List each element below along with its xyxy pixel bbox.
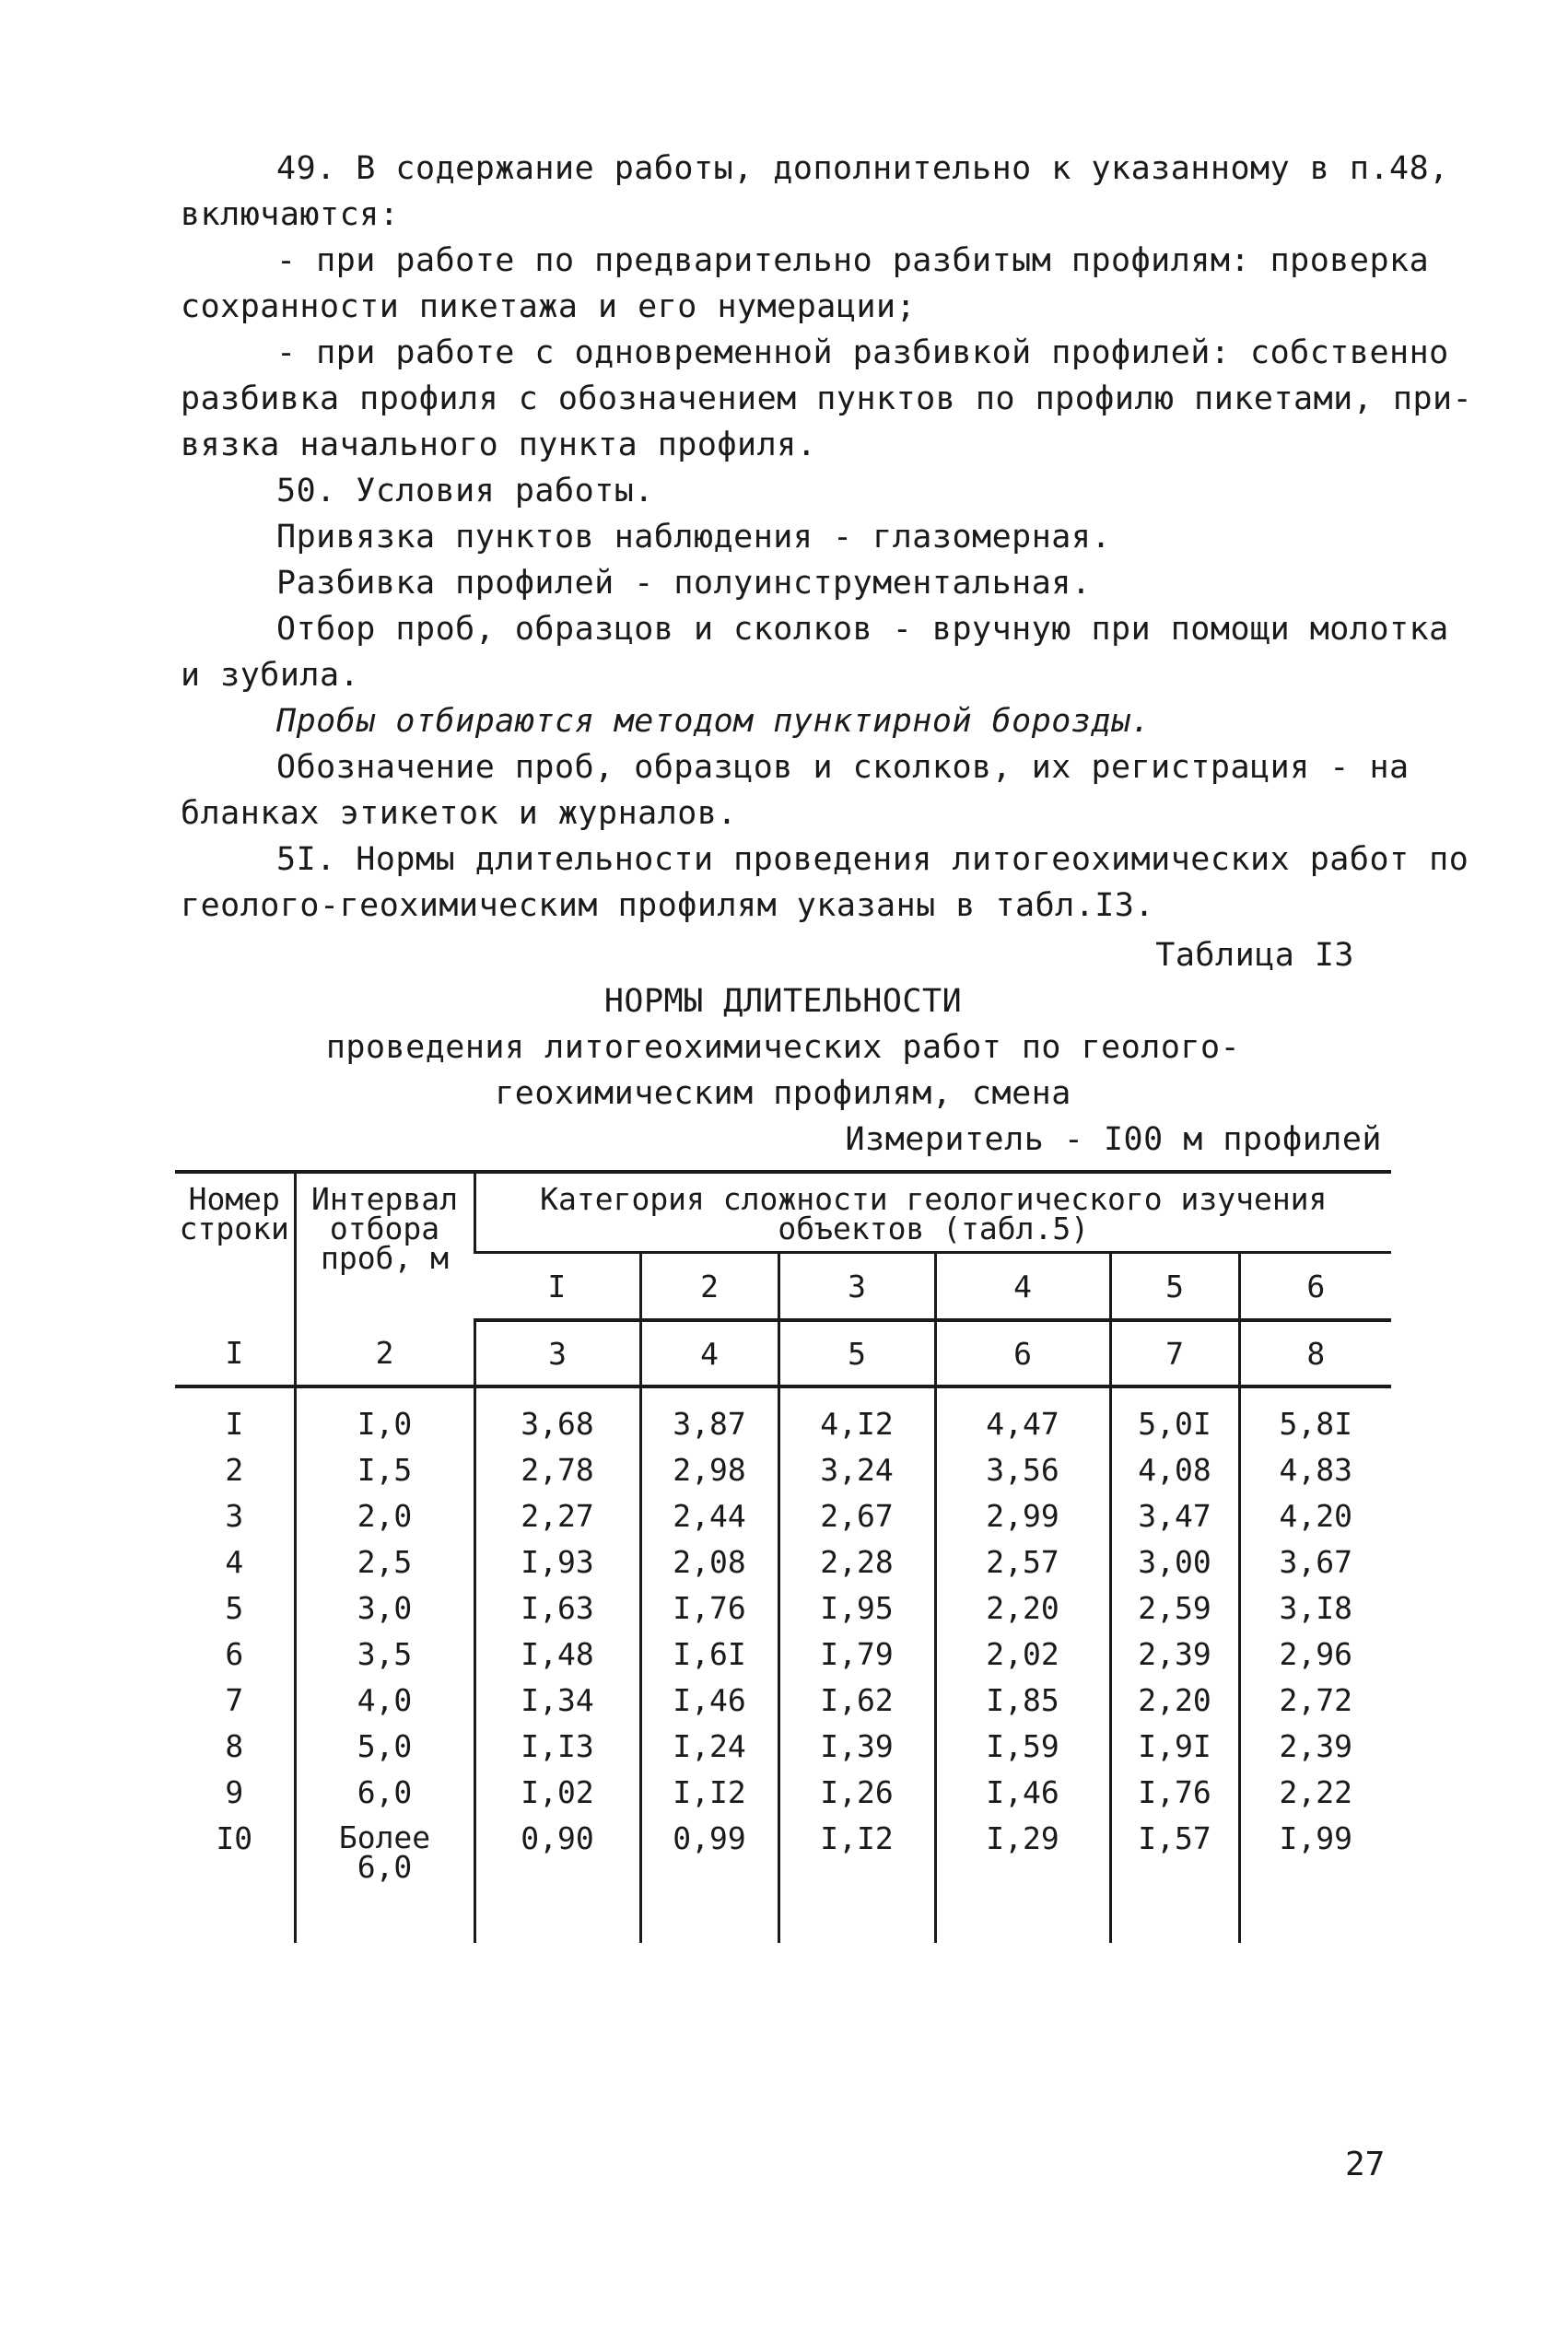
paragraph-50-line-6: бланках этикеток и журналов. <box>181 795 738 832</box>
row-value: 2,39 <box>1110 1632 1239 1678</box>
row-number: 9 <box>225 1774 244 1810</box>
row-value: 2,96 <box>1239 1632 1391 1678</box>
table-row <box>175 1724 1391 1770</box>
row-value: 5,8I <box>1239 1386 1391 1447</box>
row-value: I,I3 <box>474 1724 640 1770</box>
row-interval: 2,5 <box>295 1539 474 1585</box>
table-subtitle-line-1: проведения литогеохимических работ по геолого- <box>325 1029 1241 1066</box>
row-number: 4 <box>225 1544 244 1580</box>
row-value: 2,59 <box>1110 1585 1239 1632</box>
row-value: 4,20 <box>1239 1493 1391 1539</box>
row-value: 2,22 <box>1239 1770 1391 1816</box>
row-value: I,24 <box>640 1724 778 1770</box>
header-category-6: 6 <box>1239 1253 1391 1321</box>
row-value: 3,68 <box>474 1386 640 1447</box>
row-number: I <box>225 1406 244 1442</box>
row-value: I,02 <box>474 1770 640 1816</box>
row-value: I,63 <box>474 1585 640 1632</box>
row-value: 2,67 <box>778 1493 935 1539</box>
paragraph-51-line-2: геолого-геохимическим профилям указаны в табл.I3. <box>181 887 1155 924</box>
row-value: 0,90 <box>474 1816 640 1943</box>
row-number: 6 <box>225 1636 244 1672</box>
paragraph-50-line-2: Разбивка профилей - полуинструментальная. <box>276 565 1092 602</box>
page-number: 27 <box>1345 2146 1386 2183</box>
table-row <box>175 1632 1391 1678</box>
row-value: I,79 <box>778 1632 935 1678</box>
row-value: I,62 <box>778 1678 935 1724</box>
table-body <box>175 1386 1391 1943</box>
table-subtitle-line-2: геохимическим профилям, смена <box>495 1075 1071 1112</box>
row-value: 2,78 <box>474 1447 640 1493</box>
row-value: 3,24 <box>778 1447 935 1493</box>
row-value: 2,20 <box>935 1585 1110 1632</box>
paragraph-51-line-1: 5I. Нормы длительности проведения литогеохимических работ по <box>276 841 1469 878</box>
paragraph-50-heading: 50. Условия работы. <box>276 473 654 509</box>
row-value: I,85 <box>935 1678 1110 1724</box>
row-interval <box>295 1816 474 1943</box>
paragraph-50-line-3: Отбор проб, образцов и сколков - вручную при помощи молотка <box>276 611 1449 648</box>
row-number: I0 <box>216 1820 253 1856</box>
row-number: 5 <box>225 1590 244 1626</box>
row-interval: 6,0 <box>295 1770 474 1816</box>
row-number: 3 <box>225 1498 244 1534</box>
row-value: I,I2 <box>778 1816 935 1943</box>
row-interval-text: Более 6,0 <box>338 1819 431 1885</box>
paragraph-49-line-1: 49. В содержание работы, дополнительно к указанному в п.48, <box>276 150 1449 187</box>
row-value: 2,27 <box>474 1493 640 1539</box>
header-category <box>474 1172 1391 1253</box>
header-category-2: 2 <box>640 1253 778 1321</box>
row-value: I,I2 <box>640 1770 778 1816</box>
header-category-3: 3 <box>778 1253 935 1321</box>
row-value: I,46 <box>640 1678 778 1724</box>
row-value: I,46 <box>935 1770 1110 1816</box>
row-value: I,59 <box>935 1724 1110 1770</box>
row-interval: 2,0 <box>295 1493 474 1539</box>
header-category-5: 5 <box>1110 1253 1239 1321</box>
row-value: I,76 <box>640 1585 778 1632</box>
row-number: 2 <box>225 1452 244 1488</box>
row-value: 2,08 <box>640 1539 778 1585</box>
header-interval-text: Интервал отбора проб, м <box>311 1181 458 1276</box>
table-row <box>175 1678 1391 1724</box>
row-value: 4,83 <box>1239 1447 1391 1493</box>
row-value: 2,57 <box>935 1539 1110 1585</box>
row-number: 8 <box>225 1728 244 1764</box>
header-category-4: 4 <box>935 1253 1110 1321</box>
paragraph-50-italic-line: Пробы отбираются методом пунктирной борозды. <box>276 703 1152 740</box>
row-value: I,48 <box>474 1632 640 1678</box>
row-value: 2,99 <box>935 1493 1110 1539</box>
paragraph-item-2-line-2: разбивка профиля с обозначением пунктов по профилю пикетами, при- <box>181 380 1473 417</box>
table-row <box>175 1539 1391 1585</box>
row-interval: 3,0 <box>295 1585 474 1632</box>
row-value: 2,44 <box>640 1493 778 1539</box>
row-value: 2,20 <box>1110 1678 1239 1724</box>
paragraph-50-line-5: Обозначение проб, образцов и сколков, их регистрация - на <box>276 749 1410 786</box>
table-title: НОРМЫ ДЛИТЕЛЬНОСТИ <box>603 983 963 1020</box>
row-value: 2,28 <box>778 1539 935 1585</box>
row-value: I,29 <box>935 1816 1110 1943</box>
header-row-number <box>175 1172 295 1320</box>
row-value: 3,47 <box>1110 1493 1239 1539</box>
paragraph-49-line-2: включаются: <box>181 196 400 233</box>
row-value: I,99 <box>1239 1816 1391 1943</box>
column-number: 2 <box>295 1320 474 1386</box>
row-interval: I,5 <box>295 1447 474 1493</box>
row-value: 5,0I <box>1110 1386 1239 1447</box>
row-value: 2,72 <box>1239 1678 1391 1724</box>
table-row <box>175 1447 1391 1493</box>
table-unit: Измеритель - I00 м профилей <box>845 1121 1382 1158</box>
column-number: 3 <box>474 1320 640 1386</box>
paragraph-50-line-4: и зубила. <box>181 657 360 694</box>
paragraph-item-2-line-3: вязка начального пункта профиля. <box>181 427 817 463</box>
table-row <box>175 1816 1391 1943</box>
row-value: 2,98 <box>640 1447 778 1493</box>
row-value: 4,I2 <box>778 1386 935 1447</box>
row-value: I,9I <box>1110 1724 1239 1770</box>
row-value: 3,67 <box>1239 1539 1391 1585</box>
header-category-1: I <box>474 1253 640 1321</box>
row-value: 3,I8 <box>1239 1585 1391 1632</box>
row-value: I,34 <box>474 1678 640 1724</box>
row-value: I,26 <box>778 1770 935 1816</box>
table-row <box>175 1493 1391 1539</box>
row-value: 2,02 <box>935 1632 1110 1678</box>
row-value: I,57 <box>1110 1816 1239 1943</box>
paragraph-item-1-line-2: сохранности пикетажа и его нумерации; <box>181 288 917 325</box>
table-row <box>175 1386 1391 1447</box>
row-interval: 3,5 <box>295 1632 474 1678</box>
table-label: Таблица I3 <box>1155 937 1354 974</box>
row-value: I,76 <box>1110 1770 1239 1816</box>
table-row <box>175 1770 1391 1816</box>
row-value: 2,39 <box>1239 1724 1391 1770</box>
row-value: 3,87 <box>640 1386 778 1447</box>
column-number: I <box>175 1320 295 1386</box>
row-value: I,39 <box>778 1724 935 1770</box>
row-value: 4,47 <box>935 1386 1110 1447</box>
row-value: I,95 <box>778 1585 935 1632</box>
row-value: I,93 <box>474 1539 640 1585</box>
row-number: 7 <box>225 1682 244 1718</box>
row-value: I,6I <box>640 1632 778 1678</box>
norms-table <box>175 1170 1391 1943</box>
paragraph-50-line-1: Привязка пунктов наблюдения - глазомерная. <box>276 519 1112 556</box>
row-value: 4,08 <box>1110 1447 1239 1493</box>
paragraph-item-1-line-1: - при работе по предварительно разбитым профилям: проверка <box>276 242 1430 279</box>
table-row <box>175 1585 1391 1632</box>
column-number: 5 <box>778 1320 935 1386</box>
table-header-row <box>175 1172 1391 1253</box>
paragraph-item-2-line-1: - при работе с одновременной разбивкой профилей: собственно <box>276 334 1449 371</box>
row-interval: 4,0 <box>295 1678 474 1724</box>
column-number: 6 <box>935 1320 1110 1386</box>
header-category-text: Категория сложности геологического изучения объектов (табл.5) <box>540 1181 1328 1246</box>
column-number-row <box>175 1320 1391 1386</box>
row-interval: 5,0 <box>295 1724 474 1770</box>
column-number: 7 <box>1110 1320 1239 1386</box>
row-value: 0,99 <box>640 1816 778 1943</box>
row-value: 3,00 <box>1110 1539 1239 1585</box>
column-number: 8 <box>1239 1320 1391 1386</box>
header-row-number-text: Номер строки <box>179 1181 289 1246</box>
column-number: 4 <box>640 1320 778 1386</box>
row-value: 3,56 <box>935 1447 1110 1493</box>
header-interval <box>295 1172 474 1320</box>
row-interval: I,0 <box>295 1386 474 1447</box>
